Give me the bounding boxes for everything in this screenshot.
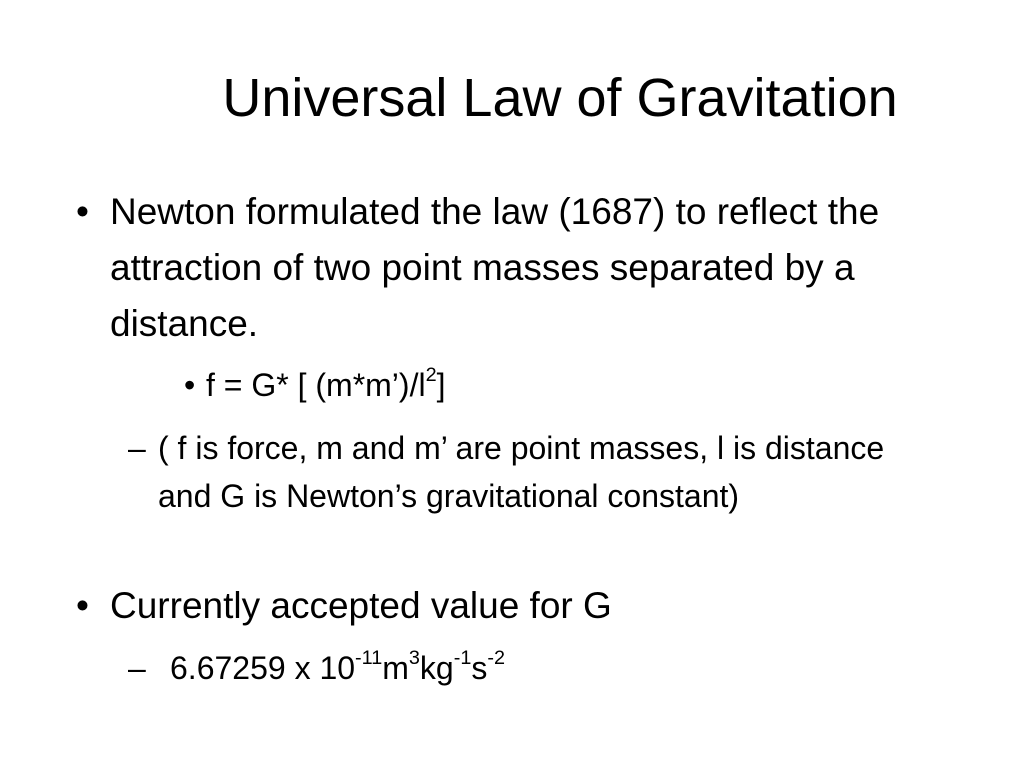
bullet-newton-law [76,184,950,352]
bullet-marker: • [76,585,89,626]
bullet-marker: • [76,191,89,232]
bullet-accepted-value [76,578,950,634]
definitions-note [128,424,928,520]
gravitational-constant-value [128,644,505,692]
formula-main: f = G* [ (m*m’)/l [206,367,426,403]
constant-exp-m: 3 [408,647,420,670]
constant-unit-s: s [471,650,488,686]
bullet-newton-law-text: Newton formulated the law (1687) to reflect the attraction of two point masses separated by a distance. [110,191,880,344]
constant-unit-m: m [382,650,409,686]
bullet-accepted-value-text: Currently accepted value for G [110,585,612,626]
constant-exp10: -11 [355,647,383,670]
dash-marker: – [128,430,146,466]
constant-exp-kg: -1 [453,647,472,670]
formula-exponent: 2 [425,364,437,387]
dash-marker: – [128,650,146,686]
constant-mantissa: 6.67259 x 10 [170,650,356,686]
slide-title: Universal Law of Gravitation [222,68,898,128]
sub-bullet-marker: • [184,367,196,403]
formula-line [184,360,445,410]
constant-unit-kg: kg [419,650,454,686]
definitions-note-text: ( f is force, m and m’ are point masses, l is distance and G is Newton’s gravitational constant) [158,430,885,514]
formula-close: ] [436,367,446,403]
constant-exp-s: -2 [487,647,505,670]
